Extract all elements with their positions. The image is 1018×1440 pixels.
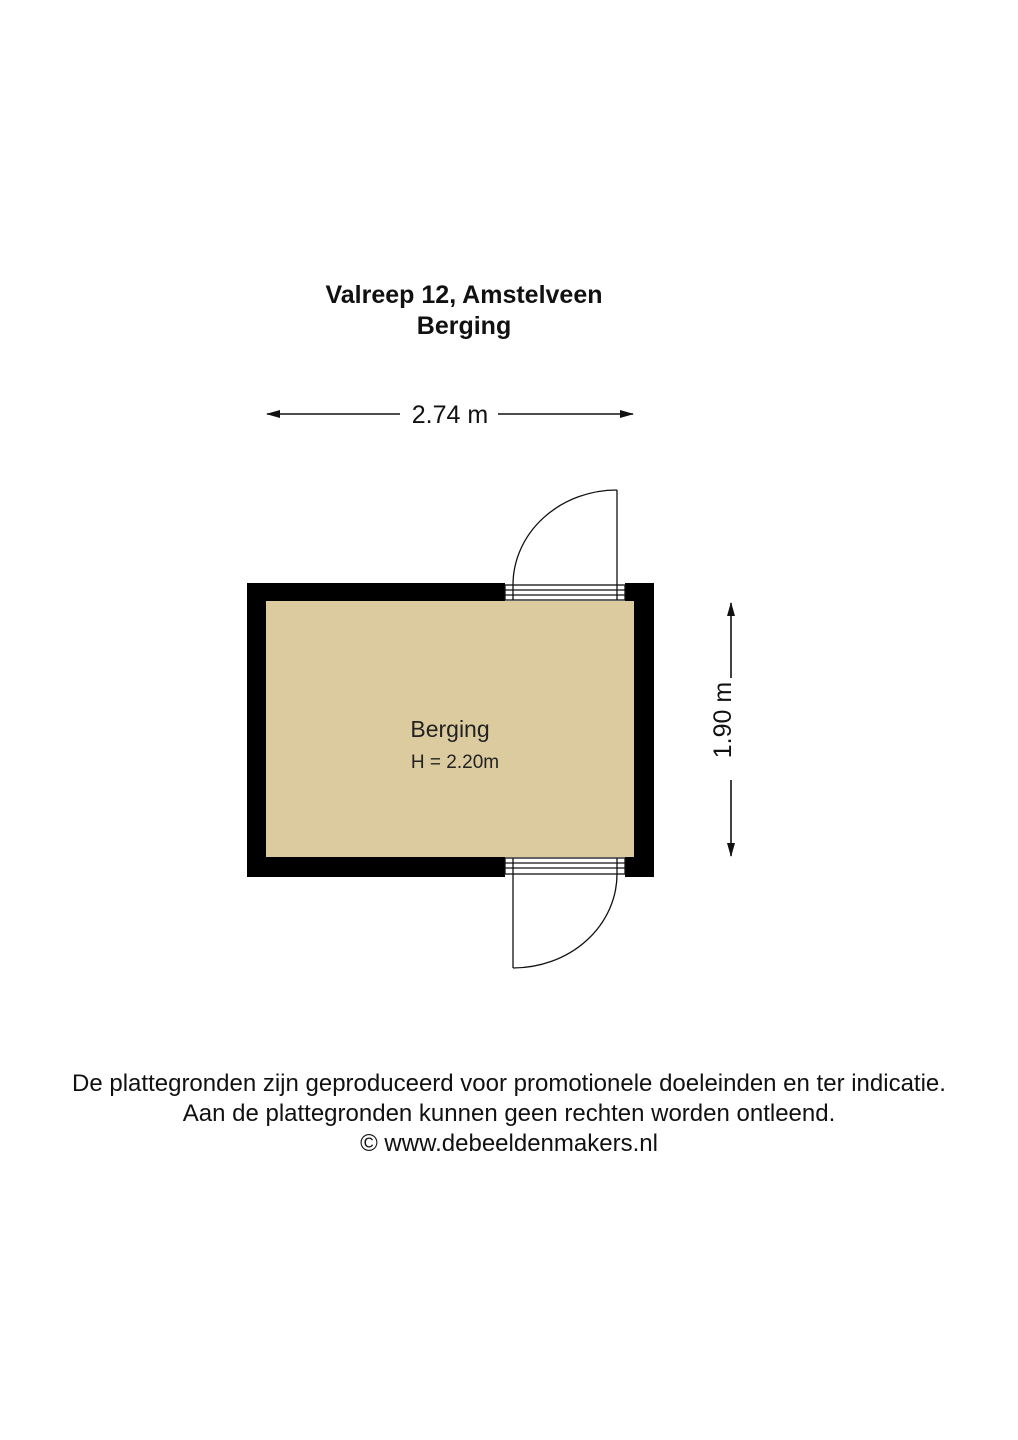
address-title: Valreep 12, Amstelveen bbox=[325, 281, 603, 309]
depth-dimension-label: 1.90 m bbox=[709, 681, 737, 759]
door-top bbox=[505, 490, 625, 600]
width-dimension bbox=[267, 401, 633, 429]
door-top-swing-arc bbox=[513, 490, 617, 585]
width-dimension-label: 2.74 m bbox=[411, 401, 489, 429]
disclaimer-footer bbox=[0, 1069, 1018, 1159]
door-top-frame bbox=[505, 585, 625, 600]
wall-bottom-left bbox=[247, 857, 505, 877]
depth-dimension bbox=[709, 603, 737, 856]
wall-left bbox=[247, 583, 266, 877]
room-name-label: Berging bbox=[410, 716, 490, 742]
disclaimer-line-2: Aan de plattegronden kunnen geen rechten worden ontleend. bbox=[182, 1100, 836, 1127]
wall-right bbox=[634, 583, 654, 877]
door-bottom bbox=[505, 858, 625, 968]
wall-top-left bbox=[247, 583, 505, 601]
room-height-label: H = 2.20m bbox=[410, 752, 500, 773]
door-bottom-swing-arc bbox=[513, 874, 617, 968]
disclaimer-line-1: De plattegronden zijn geproduceerd voor promotionele doeleinden en ter indicatie. bbox=[72, 1070, 946, 1097]
copyright-line: © www.debeeldenmakers.nl bbox=[360, 1130, 658, 1157]
floor-title: Berging bbox=[416, 312, 512, 340]
door-bottom-frame bbox=[505, 858, 625, 874]
